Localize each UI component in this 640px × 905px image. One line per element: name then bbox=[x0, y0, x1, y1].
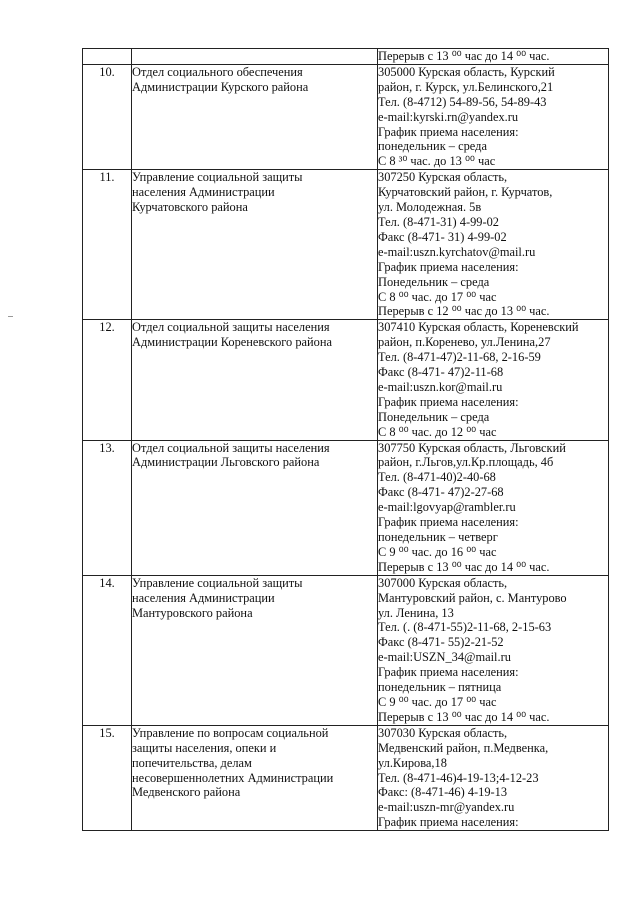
contact-line: Перерыв с 13 ⁰⁰ час до 14 ⁰⁰ час. bbox=[378, 49, 550, 63]
contact-line: 307750 Курская область, Льговский bbox=[378, 440, 566, 455]
organization-line: Мантуровского района bbox=[132, 605, 253, 620]
contact-line: Перерыв с 13 ⁰⁰ час до 14 ⁰⁰ час. bbox=[378, 559, 550, 574]
contact-line: С 8 ⁰⁰ час. до 12 ⁰⁰ час bbox=[378, 424, 497, 439]
organization-line: Администрации Льговского района bbox=[132, 455, 320, 470]
contact-line: Понедельник – среда bbox=[378, 274, 490, 289]
contact-line: С 9 ⁰⁰ час. до 16 ⁰⁰ час bbox=[378, 544, 497, 559]
table-row bbox=[83, 320, 609, 440]
contact-line: Мантуровский район, с. Мантурово bbox=[378, 590, 567, 605]
contact-line: Факс (8-471- 47)2-27-68 bbox=[378, 485, 504, 500]
contact-line: 305000 Курская область, Курский bbox=[378, 64, 555, 79]
contact-line: ул. Ленина, 13 bbox=[378, 605, 454, 620]
organization-cell bbox=[132, 64, 378, 169]
contact-line: Тел. (8-4712) 54-89-56, 54-89-43 bbox=[378, 94, 547, 109]
contact-line: Тел. (. (8-471-55)2-11-68, 2-15-63 bbox=[378, 620, 552, 635]
contact-line: 307250 Курская область, bbox=[378, 170, 508, 185]
organization-line: населения Администрации bbox=[132, 590, 275, 605]
contact-cell bbox=[378, 440, 609, 575]
contact-line: Тел. (8-471-40)2-40-68 bbox=[378, 470, 496, 485]
contact-line: район, г. Курск, ул.Белинского,21 bbox=[378, 79, 554, 94]
organization-cell bbox=[132, 170, 378, 320]
row-number bbox=[83, 49, 132, 65]
contact-line: С 8 ³⁰ час. до 13 ⁰⁰ час bbox=[378, 154, 496, 169]
contact-line: 307030 Курская область, bbox=[378, 725, 508, 740]
margin-mark bbox=[8, 316, 13, 317]
organization-line: Отдел социального обеспечения bbox=[132, 64, 303, 79]
contact-cell bbox=[378, 725, 609, 830]
row-number: 15. bbox=[83, 725, 132, 830]
organization-line: Управление по вопросам социальной bbox=[132, 725, 329, 740]
contact-line: Факс (8-471- 47)2-11-68 bbox=[378, 365, 504, 380]
contact-line: Курчатовский район, г. Курчатов, bbox=[378, 185, 553, 200]
contact-line: ул.Кирова,18 bbox=[378, 755, 447, 770]
row-number: 11. bbox=[83, 170, 132, 320]
contact-cell bbox=[378, 170, 609, 320]
contact-line: e-mail:lgovyap@rambler.ru bbox=[378, 500, 516, 515]
contact-line: e-mail:uszn.kor@mail.ru bbox=[378, 379, 503, 394]
contact-line: Тел. (8-471-31) 4-99-02 bbox=[378, 214, 499, 229]
table-row-continuation bbox=[83, 49, 609, 65]
row-number: 12. bbox=[83, 320, 132, 440]
contact-line: e-mail:USZN_34@mail.ru bbox=[378, 650, 511, 665]
organization-line: Отдел социальной защиты населения bbox=[132, 320, 330, 335]
contact-line: С 9 ⁰⁰ час. до 17 ⁰⁰ час bbox=[378, 694, 497, 709]
organization-line: защиты населения, опеки и bbox=[132, 740, 277, 755]
row-number: 13. bbox=[83, 440, 132, 575]
contact-line: e-mail:uszn-mr@yandex.ru bbox=[378, 800, 515, 815]
table-row bbox=[83, 64, 609, 169]
contact-cell bbox=[378, 575, 609, 725]
contact-cell bbox=[378, 320, 609, 440]
organization-cell bbox=[132, 320, 378, 440]
contact-line: Тел. (8-471-47)2-11-68, 2-16-59 bbox=[378, 350, 541, 365]
organization-line: Отдел социальной защиты населения bbox=[132, 440, 330, 455]
contact-line: График приема населения: bbox=[378, 394, 519, 409]
contact-line: Факс (8-471- 55)2-21-52 bbox=[378, 635, 504, 650]
row-number: 14. bbox=[83, 575, 132, 725]
contact-line: район, п.Коренево, ул.Ленина,27 bbox=[378, 335, 551, 350]
organization-line: населения Администрации bbox=[132, 185, 275, 200]
organization-line: Администрации Кореневского района bbox=[132, 335, 332, 350]
organization-line: попечительства, делам bbox=[132, 755, 252, 770]
contact-line: 307410 Курская область, Кореневский bbox=[378, 320, 579, 335]
organization-line: Курчатовского района bbox=[132, 200, 248, 215]
table-row bbox=[83, 575, 609, 725]
organization-line: Управление социальной защиты bbox=[132, 170, 303, 185]
contact-line: График приема населения: bbox=[378, 665, 519, 680]
contact-line: Понедельник – среда bbox=[378, 409, 490, 424]
contact-line: район, г.Льгов,ул.Кр.площадь, 4б bbox=[378, 455, 554, 470]
table-row bbox=[83, 440, 609, 575]
contact-line: 307000 Курская область, bbox=[378, 575, 508, 590]
organization-cell bbox=[132, 575, 378, 725]
organization-cell bbox=[132, 440, 378, 575]
table-row bbox=[83, 170, 609, 320]
contact-line: График приема населения: bbox=[378, 815, 519, 830]
contact-line: e-mail:kyrski.rn@yandex.ru bbox=[378, 109, 519, 124]
organization-line: несовершеннолетних Администрации bbox=[132, 770, 334, 785]
contact-line: График приема населения: bbox=[378, 124, 519, 139]
contact-cell bbox=[378, 49, 609, 65]
contact-line: Перерыв с 12 ⁰⁰ час до 13 ⁰⁰ час. bbox=[378, 304, 550, 319]
organization-cell bbox=[132, 725, 378, 830]
contact-line: e-mail:uszn.kyrchatov@mail.ru bbox=[378, 244, 536, 259]
contact-line: ул. Молодежная. 5в bbox=[378, 200, 482, 215]
contact-line: понедельник – пятница bbox=[378, 680, 502, 695]
contact-line: понедельник – среда bbox=[378, 139, 487, 154]
contact-line: Факс: (8-471-46) 4-19-13 bbox=[378, 785, 508, 800]
contact-line: График приема населения: bbox=[378, 515, 519, 530]
organization-cell bbox=[132, 49, 378, 65]
contact-cell bbox=[378, 64, 609, 169]
table-row bbox=[83, 725, 609, 830]
contact-line: С 8 ⁰⁰ час. до 17 ⁰⁰ час bbox=[378, 289, 497, 304]
organization-line: Медвенского района bbox=[132, 785, 241, 800]
organization-line: Управление социальной защиты bbox=[132, 575, 303, 590]
social-services-table bbox=[82, 48, 609, 831]
contact-line: График приема населения: bbox=[378, 259, 519, 274]
contact-line: Медвенский район, п.Медвенка, bbox=[378, 740, 549, 755]
organization-line: Администрации Курского района bbox=[132, 79, 309, 94]
contact-line: понедельник – четверг bbox=[378, 530, 498, 544]
contact-line: Факс (8-471- 31) 4-99-02 bbox=[378, 229, 507, 244]
row-number: 10. bbox=[83, 64, 132, 169]
contact-line: Тел. (8-471-46)4-19-13;4-12-23 bbox=[378, 770, 539, 785]
contact-line: Перерыв с 13 ⁰⁰ час до 14 ⁰⁰ час. bbox=[378, 709, 550, 724]
